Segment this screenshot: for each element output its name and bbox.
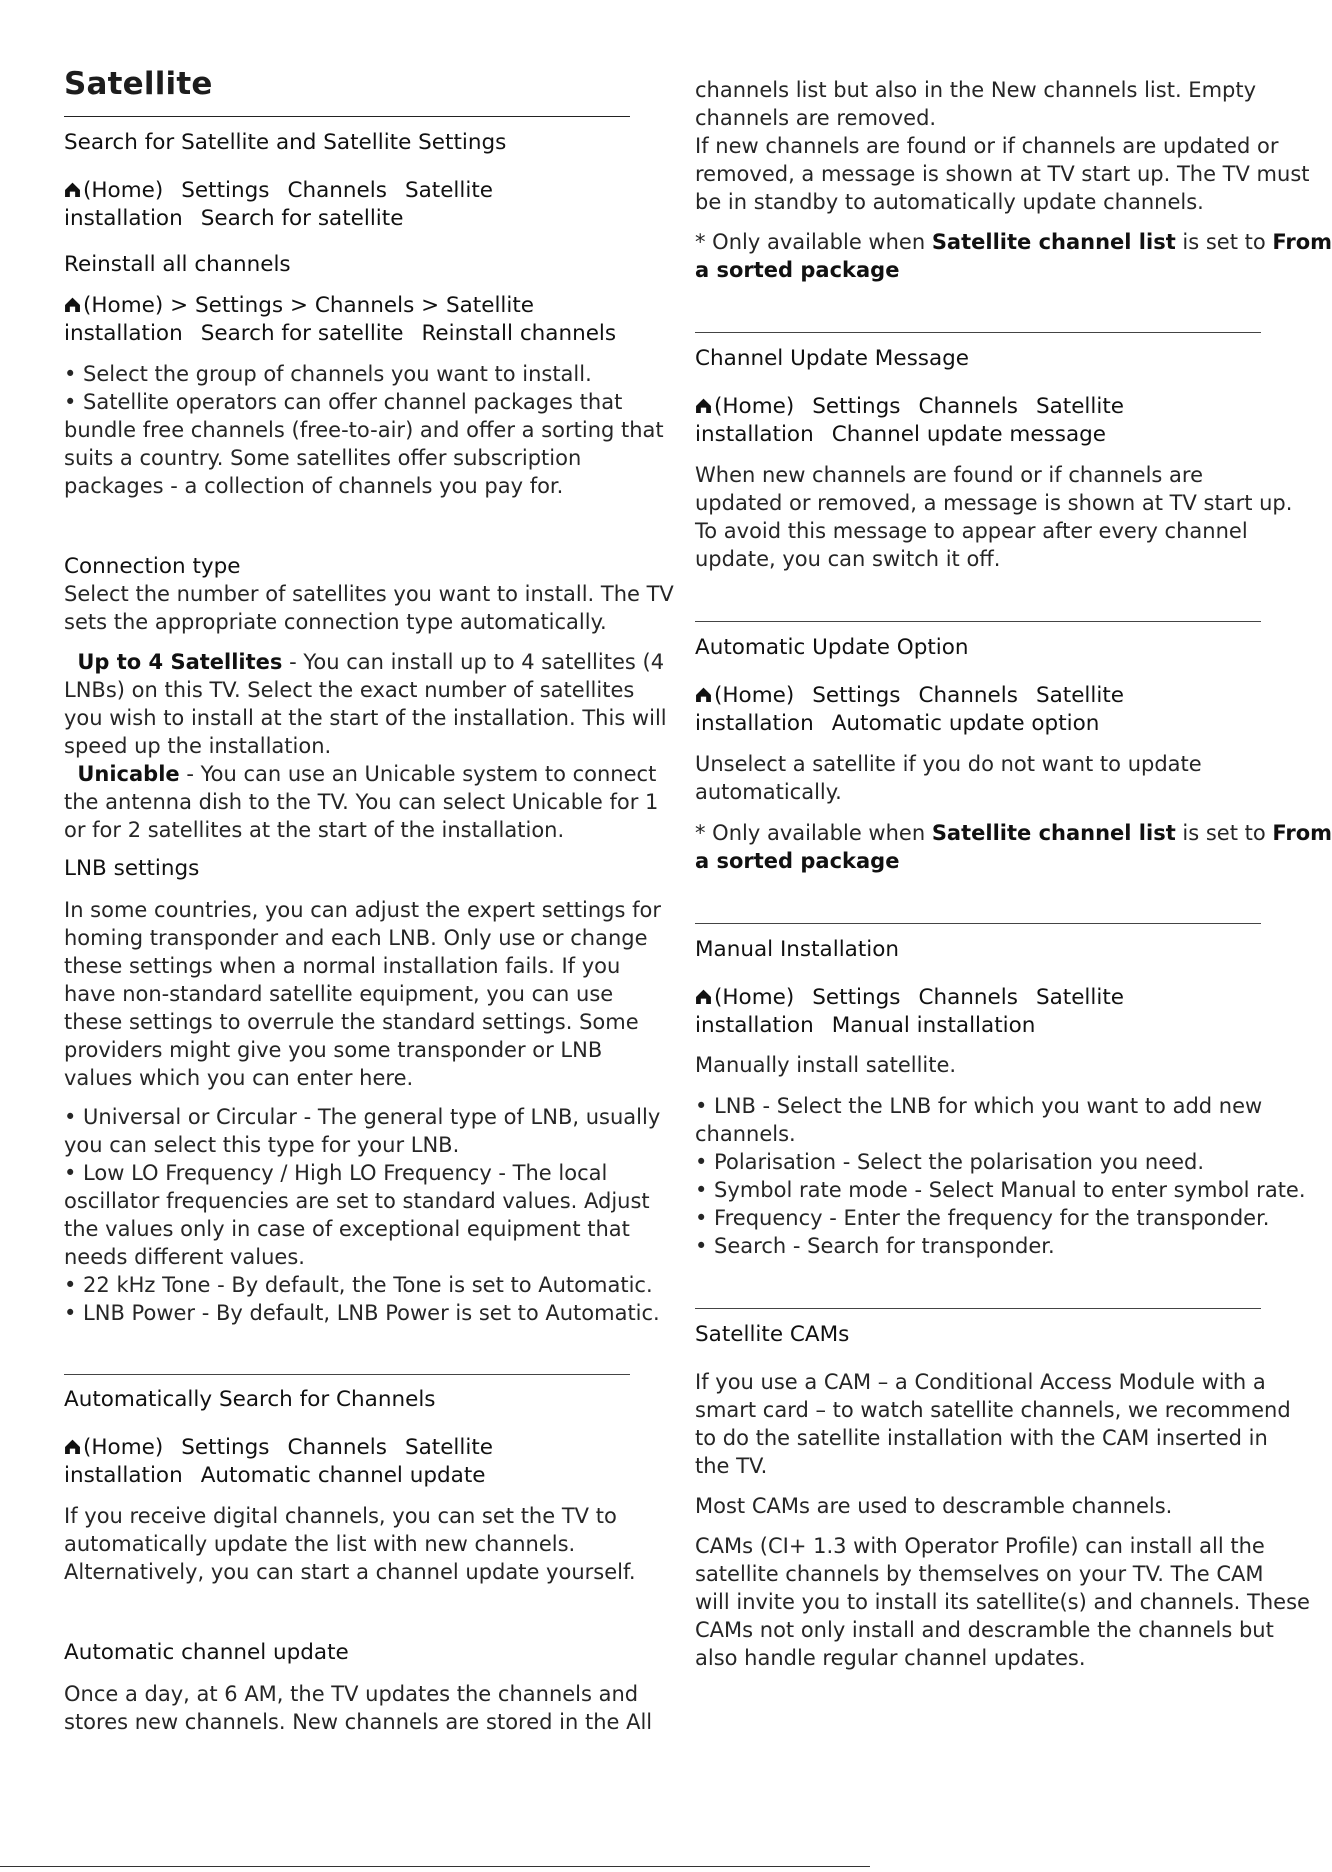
paragraph-auto-search [64, 1502, 636, 1586]
text-line: • 22 kHz Tone - By default, the Tone is set to Automatic. [64, 1273, 653, 1297]
home-icon [695, 686, 712, 703]
title-divider [64, 116, 630, 117]
paragraph-connection-options [64, 648, 667, 844]
text-line: packages - a collection of channels you pay for. [64, 474, 564, 498]
nav-search-for-satellite: Search for satellite [200, 206, 404, 231]
paragraph-auto-update-option [695, 750, 1202, 806]
text-line: When new channels are found or if channels are [695, 463, 1204, 487]
text-line: Select the number of satellites you want to install. The TV [64, 582, 674, 606]
nav-installation: installation [64, 206, 183, 231]
nav-home-path: (Home) > Settings > Channels > Satellite [83, 293, 535, 318]
text-line: • Frequency - Enter the frequency for the transponder. [695, 1206, 1270, 1230]
section-divider [695, 923, 1261, 924]
text-line: automatically update the list with new channels. [64, 1532, 576, 1556]
nav-channels: Channels [918, 394, 1018, 419]
text-line: * Only available when [695, 230, 932, 254]
paragraph-continued [695, 76, 1310, 216]
text-line: • LNB - Select the LNB for which you want to add new [695, 1094, 1263, 1118]
text-line: • LNB Power - By default, LNB Power is set to Automatic. [64, 1301, 660, 1325]
text-line: updated or removed, a message is shown at TV start up. [695, 491, 1293, 515]
section-divider [64, 1374, 630, 1375]
paragraph-auto-channel-update [64, 1680, 652, 1736]
text-line: CAMs not only install and descramble the channels but [695, 1618, 1274, 1642]
nav-reinstall-channels: Reinstall channels [421, 321, 617, 346]
text-line: homing transponder and each LNB. Only use or change [64, 926, 648, 950]
section-heading-reinstall: Reinstall all channels [64, 252, 291, 277]
text-line: to do the satellite installation with the CAM inserted in [695, 1426, 1268, 1450]
text-line: is set to [1175, 821, 1273, 845]
nav-path-manual-installation [695, 984, 1124, 1040]
text-line: Manually install satellite. [695, 1053, 957, 1077]
text-line: * Only available when [695, 821, 932, 845]
text-line: Once a day, at 6 AM, the TV updates the channels and [64, 1682, 639, 1706]
section-divider [695, 332, 1261, 333]
nav-channels: Channels [287, 178, 387, 203]
note-availability [695, 819, 1332, 875]
text-line: removed, a message is shown at TV start up. The TV must [695, 162, 1310, 186]
home-icon [695, 988, 712, 1005]
nav-installation: installation [64, 1463, 183, 1488]
nav-settings: Settings [812, 683, 901, 708]
text-line: oscillator frequencies are set to standard values. Adjust [64, 1189, 650, 1213]
nav-channel-update-message: Channel update message [831, 422, 1107, 447]
text-line: Alternatively, you can start a channel update yourself. [64, 1560, 636, 1584]
text-line: these settings when a normal installation fails. If you [64, 954, 621, 978]
paragraph-reinstall [64, 360, 664, 500]
nav-home: (Home) [714, 394, 795, 419]
nav-home: (Home) [714, 683, 795, 708]
text-line: If new channels are found or if channels are updated or [695, 134, 1279, 158]
section-heading-connection-type: Connection type [64, 554, 241, 579]
paragraph-connection-type [64, 580, 674, 636]
nav-search-for-satellite: Search for satellite [200, 321, 404, 346]
paragraph-manual-intro [695, 1051, 956, 1079]
text-line: you can select this type for your LNB. [64, 1133, 460, 1157]
section-heading-search-satellite: Search for Satellite and Satellite Settings [64, 130, 507, 155]
nav-installation: installation [695, 422, 814, 447]
text-line: the TV. [695, 1454, 768, 1478]
nav-satellite: Satellite [404, 178, 494, 203]
option-label-unicable: Unicable [77, 762, 180, 786]
text-line: sets the appropriate connection type automatically. [64, 610, 607, 634]
paragraph-cams-operator [695, 1532, 1310, 1672]
page-title: Satellite [64, 66, 213, 102]
text-line: • Polarisation - Select the polarisation you need. [695, 1150, 1205, 1174]
section-heading-auto-update-option: Automatic Update Option [695, 635, 969, 660]
section-heading-lnb-settings: LNB settings [64, 856, 200, 881]
bold-term: From [1272, 230, 1332, 254]
text-line: be in standby to automatically update channels. [695, 190, 1204, 214]
bold-term: a sorted package [695, 849, 900, 873]
text-line: Most CAMs are used to descramble channels. [695, 1494, 1173, 1518]
text-line: smart card – to watch satellite channels, we recommend [695, 1398, 1291, 1422]
text-line: channels. [695, 1122, 796, 1146]
nav-path-auto-channel-update [64, 1434, 493, 1490]
text-line: bundle free channels (free-to-air) and offer a sorting that [64, 418, 664, 442]
paragraph-cams-intro [695, 1368, 1291, 1480]
nav-satellite: Satellite [404, 1435, 494, 1460]
text-line: the antenna dish to the TV. You can select Unicable for 1 [64, 790, 659, 814]
nav-path-auto-update-option [695, 682, 1124, 738]
text-line: suits a country. Some satellites offer subscription [64, 446, 582, 470]
text-line: satellite channels by themselves on your TV. The CAM [695, 1562, 1264, 1586]
section-heading-channel-update-message: Channel Update Message [695, 346, 970, 371]
text-line: To avoid this message to appear after every channel [695, 519, 1248, 543]
bold-term: a sorted package [695, 258, 900, 282]
text-line: • Search - Search for transponder. [695, 1234, 1055, 1258]
home-icon [695, 397, 712, 414]
bold-term: From [1272, 821, 1332, 845]
nav-settings: Settings [181, 1435, 270, 1460]
bold-term: Satellite channel list [931, 230, 1176, 254]
nav-settings: Settings [812, 394, 901, 419]
nav-path-channel-update-message [695, 393, 1124, 449]
nav-installation: installation [695, 1013, 814, 1038]
text-line: CAMs (CI+ 1.3 with Operator Profile) can install all the [695, 1534, 1265, 1558]
text-line: have non-standard satellite equipment, you can use [64, 982, 614, 1006]
text-line: stores new channels. New channels are stored in the All [64, 1710, 653, 1734]
nav-automatic-channel-update: Automatic channel update [200, 1463, 486, 1488]
text-line: or for 2 satellites at the start of the installation. [64, 818, 565, 842]
text-line: • Universal or Circular - The general type of LNB, usually [64, 1105, 661, 1129]
nav-path-reinstall [64, 292, 616, 348]
note-availability [695, 228, 1332, 284]
text-line: • Select the group of channels you want to install. [64, 362, 592, 386]
paragraph-cams-descramble [695, 1492, 1172, 1520]
text-line: you wish to install at the start of the installation. This will [64, 706, 667, 730]
section-heading-auto-search: Automatically Search for Channels [64, 1387, 436, 1412]
text-line: channels are removed. [695, 106, 937, 130]
text-line: LNBs) on this TV. Select the exact number of satellites [64, 678, 635, 702]
text-line: • Satellite operators can offer channel packages that [64, 390, 623, 414]
nav-home: (Home) [83, 178, 164, 203]
text-line: Unselect a satellite if you do not want to update [695, 752, 1202, 776]
nav-path-search-satellite [64, 177, 493, 233]
text-line: automatically. [695, 780, 842, 804]
home-icon [64, 181, 81, 198]
nav-settings: Settings [812, 985, 901, 1010]
nav-installation: installation [64, 321, 183, 346]
home-icon [64, 296, 81, 313]
text-line: - You can install up to 4 satellites (4 [282, 650, 665, 674]
paragraph-manual-options [695, 1092, 1306, 1260]
text-line: these settings to overrule the standard settings. Some [64, 1010, 639, 1034]
nav-home: (Home) [714, 985, 795, 1010]
text-line: • Symbol rate mode - Select Manual to enter symbol rate. [695, 1178, 1306, 1202]
text-line: needs different values. [64, 1245, 305, 1269]
home-icon [64, 1438, 81, 1455]
text-line: also handle regular channel updates. [695, 1646, 1086, 1670]
nav-channels: Channels [287, 1435, 387, 1460]
nav-installation: installation [695, 711, 814, 736]
text-line: will invite you to install its satellite(s) and channels. These [695, 1590, 1310, 1614]
nav-home: (Home) [83, 1435, 164, 1460]
nav-settings: Settings [181, 178, 270, 203]
text-line: values which you can enter here. [64, 1066, 414, 1090]
text-line: - You can use an Unicable system to connect [179, 762, 657, 786]
text-line: speed up the installation. [64, 734, 332, 758]
text-line: In some countries, you can adjust the expert settings for [64, 898, 662, 922]
nav-manual-installation: Manual installation [831, 1013, 1036, 1038]
text-line: If you receive digital channels, you can set the TV to [64, 1504, 617, 1528]
text-line: • Low LO Frequency / High LO Frequency - The local [64, 1161, 608, 1185]
text-line: the values only in case of exceptional equipment that [64, 1217, 630, 1241]
nav-channels: Channels [918, 683, 1018, 708]
section-divider [695, 621, 1261, 622]
nav-automatic-update-option: Automatic update option [831, 711, 1100, 736]
bold-term: Satellite channel list [931, 821, 1176, 845]
nav-satellite: Satellite [1035, 985, 1125, 1010]
paragraph-lnb-options [64, 1103, 660, 1327]
text-line: If you use a CAM – a Conditional Access Module with a [695, 1370, 1266, 1394]
section-heading-auto-channel-update: Automatic channel update [64, 1640, 349, 1665]
nav-satellite: Satellite [1035, 394, 1125, 419]
option-label-up-to-4: Up to 4 Satellites [77, 650, 283, 674]
text-line: providers might give you some transponder or LNB [64, 1038, 603, 1062]
nav-satellite: Satellite [1035, 683, 1125, 708]
text-line: is set to [1175, 230, 1273, 254]
footer-rule [0, 1866, 870, 1867]
section-heading-satellite-cams: Satellite CAMs [695, 1322, 850, 1347]
paragraph-channel-update-message [695, 461, 1292, 573]
nav-channels: Channels [918, 985, 1018, 1010]
text-line: update, you can switch it off. [695, 547, 1001, 571]
section-heading-manual-installation: Manual Installation [695, 937, 900, 962]
section-divider [695, 1308, 1261, 1309]
text-line: channels list but also in the New channels list. Empty [695, 78, 1257, 102]
paragraph-lnb-intro [64, 896, 661, 1092]
